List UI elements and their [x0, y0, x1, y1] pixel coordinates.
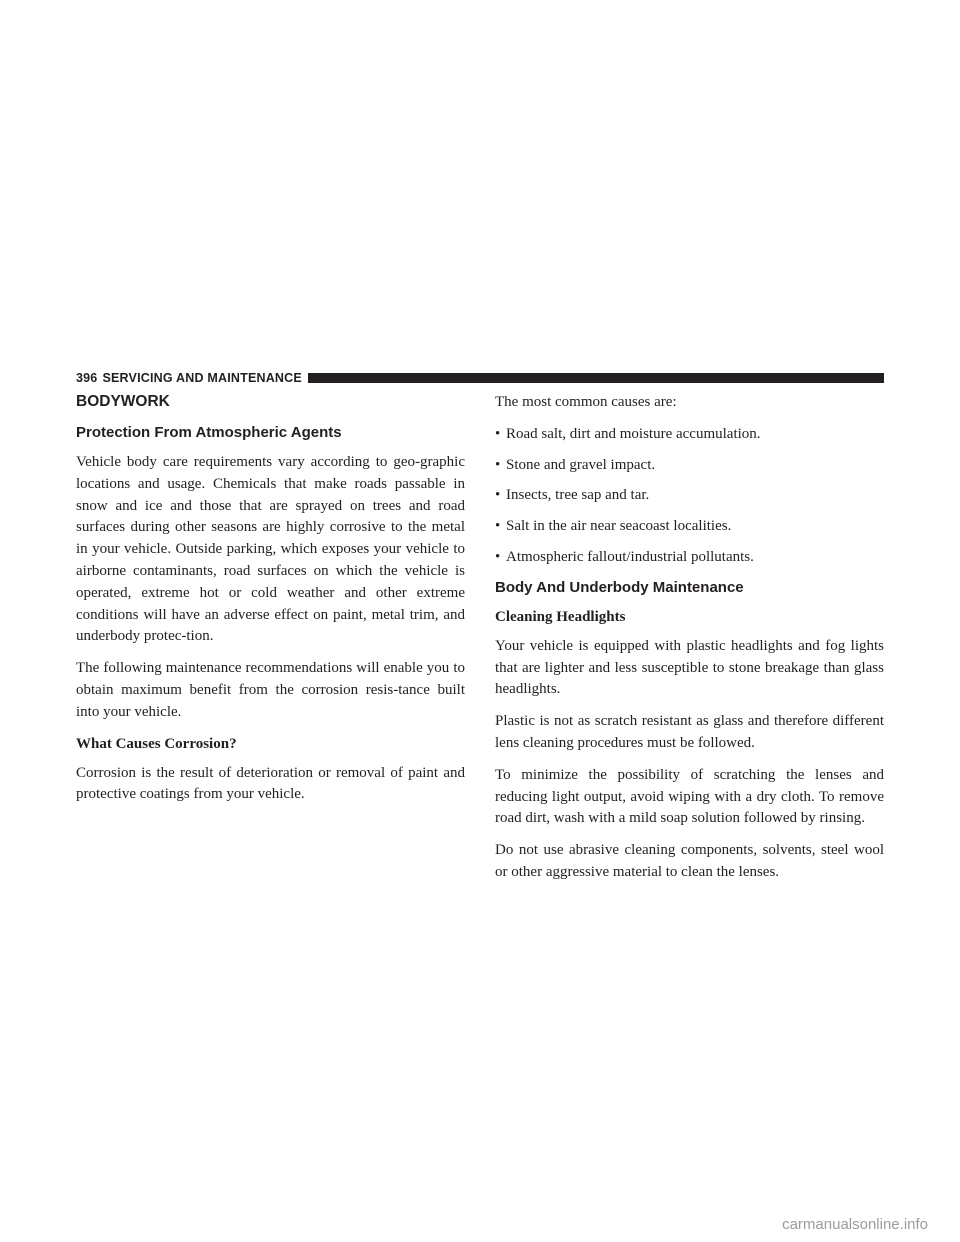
causes-list — [495, 424, 884, 569]
list-item-text: Insects, tree sap and tar. — [506, 487, 650, 504]
bullet: • — [495, 456, 501, 473]
list-item — [495, 485, 884, 507]
list-item-text: Stone and gravel impact. — [506, 456, 656, 473]
section-name: SERVICING AND MAINTENANCE — [102, 371, 302, 385]
page-header — [76, 370, 884, 386]
header-rule — [308, 373, 884, 383]
list-item-text: Salt in the air near seacoast localities. — [506, 518, 732, 535]
page-number: 396 — [76, 371, 98, 385]
bullet: • — [495, 548, 501, 565]
list-item — [495, 424, 884, 446]
paragraph: Your vehicle is equipped with plastic headlights and fog lights that are lighter and less susceptible to stone breakage than glass headlights. — [495, 637, 884, 698]
section-title: BODYWORK — [76, 393, 170, 410]
paragraph: The following maintenance recommendations will enable you to obtain maximum benefit from the corrosion resis-tance built into your vehicle. — [76, 660, 465, 720]
minor-heading: What Causes Corrosion? — [76, 735, 237, 752]
paragraph: Plastic is not as scratch resistant as glass and therefore different lens cleaning procedures must be followed. — [495, 713, 884, 751]
paragraph: Corrosion is the result of deterioration or removal of paint and protective coatings from your vehicle. — [76, 764, 465, 803]
subsection-title: Protection From Atmospheric Agents — [76, 424, 342, 441]
list-item — [495, 455, 884, 477]
paragraph: Do not use abrasive cleaning components, solvents, steel wool or other aggressive material to clean the lenses. — [495, 842, 884, 880]
subsection-title: Body And Underbody Maintenance — [495, 578, 744, 596]
list-item — [495, 547, 884, 569]
list-item-text: Road salt, dirt and moisture accumulation. — [506, 425, 761, 442]
bullet: • — [495, 518, 501, 535]
footer-watermark: carmanualsonline.info — [782, 1216, 928, 1233]
left-column — [76, 392, 465, 816]
bullet: • — [495, 425, 501, 442]
list-item — [495, 516, 884, 538]
paragraph: To minimize the possibility of scratching the lenses and reducing light output, avoid wiping with a dry cloth. To remove road dirt, wash with a mild soap solution followed by rinsing. — [495, 766, 884, 827]
paragraph: Vehicle body care requirements vary according to geo-graphic locations and usage. Chemicals that make roads passable in snow and ice and those that are sprayed on trees and road surfaces during other seasons are highly corrosive to the metal in your vehicle. Outside parking, which exposes your vehicle to airborne contaminants, road surfaces on which the vehicle is operated, extreme hot or cold weather and other extreme conditions will have an adverse effect on paint, metal trim, and underbody protec-tion. — [76, 454, 465, 645]
list-item-text: Atmospheric fallout/industrial pollutants. — [506, 548, 754, 565]
right-column — [495, 392, 884, 894]
minor-heading: Cleaning Headlights — [495, 608, 626, 625]
bullet: • — [495, 487, 501, 504]
paragraph: The most common causes are: — [495, 394, 677, 410]
